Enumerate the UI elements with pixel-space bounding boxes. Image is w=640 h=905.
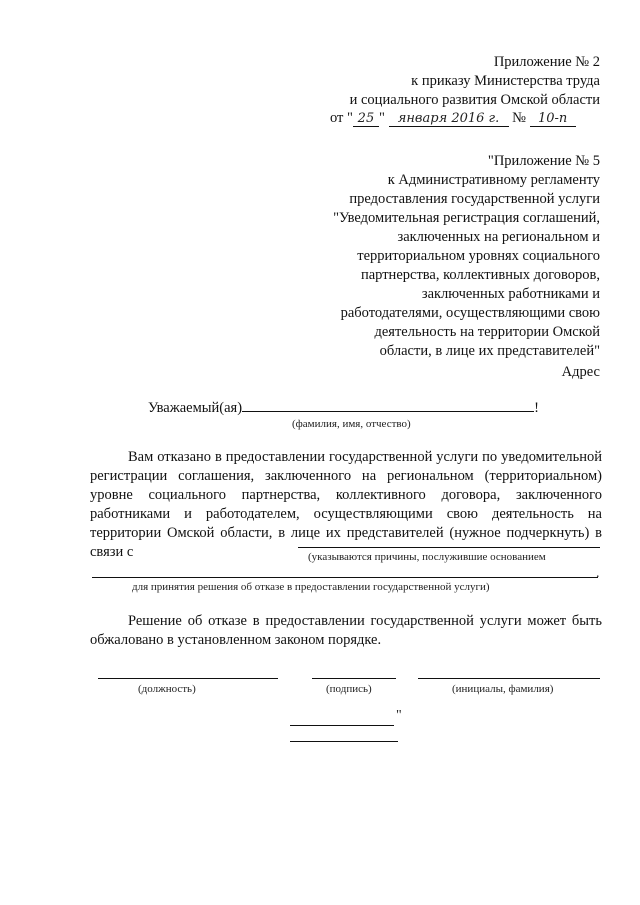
- greeting-suffix: !: [534, 400, 539, 416]
- name-blank-line: [418, 678, 600, 679]
- address-label: Адрес: [561, 364, 600, 380]
- closing-quote: ": [396, 708, 402, 723]
- appendix-5-line: партнерства, коллективных договоров,: [360, 267, 600, 283]
- appendix-5-line: территориальном уровнях социального: [357, 248, 600, 264]
- reason-blank-line-2: [92, 577, 598, 578]
- order-date-number-line: [330, 110, 610, 127]
- reason-caption-2: для принятия решения об отказе в предоставлении государственной услуги): [132, 581, 490, 593]
- recipient-name-blank: [242, 398, 534, 412]
- order-month-year-handwritten: января 2016 г.: [389, 111, 509, 127]
- appendix-5-line: "Приложение № 5: [487, 153, 600, 169]
- appeal-paragraph: [90, 612, 602, 650]
- recipient-name-caption: (фамилия, имя, отчество): [292, 418, 411, 430]
- appendix-5-line: заключенных работниками и: [421, 286, 600, 302]
- appendix-5-line: деятельность на территории Омской: [374, 324, 600, 340]
- greeting-line: [148, 398, 539, 417]
- appendix-5-line: работодателями, осуществляющими свою: [340, 305, 600, 321]
- appeal-text: Решение об отказе в предоставлении государственной услуги может быть обжаловано в установленном законом порядке.: [90, 613, 602, 648]
- order-number-handwritten: 10-п: [530, 111, 576, 127]
- signature-caption: (подпись): [326, 683, 372, 695]
- extra-blank-line: [290, 741, 398, 742]
- signature-blank-line: [312, 678, 396, 679]
- order-day-handwritten: 25: [353, 111, 379, 127]
- appendix-5-line: "Уведомительная регистрация соглашений,: [333, 210, 600, 226]
- appendix-2-line: и социального развития Омской области: [349, 92, 600, 108]
- appendix-5-line: к Административному регламенту: [387, 172, 600, 188]
- appendix-2-header: [350, 53, 600, 110]
- reason-blank-line-1: [298, 547, 600, 548]
- order-quote: ": [378, 110, 385, 126]
- date-blank-line: [290, 725, 394, 726]
- order-prefix: от ": [330, 110, 353, 126]
- appendix-2-line: к приказу Министерства труда: [411, 73, 600, 89]
- reason-caption-1: (указываются причины, послужившие основанием: [308, 551, 546, 563]
- appendix-5-line: области, в лице их представителей": [379, 343, 600, 359]
- appendix-2-line: Приложение № 2: [493, 54, 600, 70]
- order-number-label: №: [512, 110, 526, 126]
- refusal-text: Вам отказано в предоставлении государственной услуги по уведомительной регистрации соглашения, заключенного на региональном (территориальном) уровне социального партнерства, коллективного договора, заключенного работниками и работодателем, осуществляющими свою деятельность на территории Омской области, в лице их представителей (нужное подчеркнуть) в связи с: [90, 449, 602, 560]
- refusal-paragraph: [90, 448, 602, 562]
- appendix-5-line: заключенных на региональном и: [397, 229, 600, 245]
- greeting-prefix: Уважаемый(ая): [148, 400, 243, 416]
- appendix-5-header: [333, 152, 600, 361]
- name-caption: (инициалы, фамилия): [452, 683, 554, 695]
- appendix-5-line: предоставления государственной услуги: [349, 191, 600, 207]
- position-blank-line: [98, 678, 278, 679]
- reason-end-period: .: [596, 566, 600, 581]
- position-caption: (должность): [138, 683, 196, 695]
